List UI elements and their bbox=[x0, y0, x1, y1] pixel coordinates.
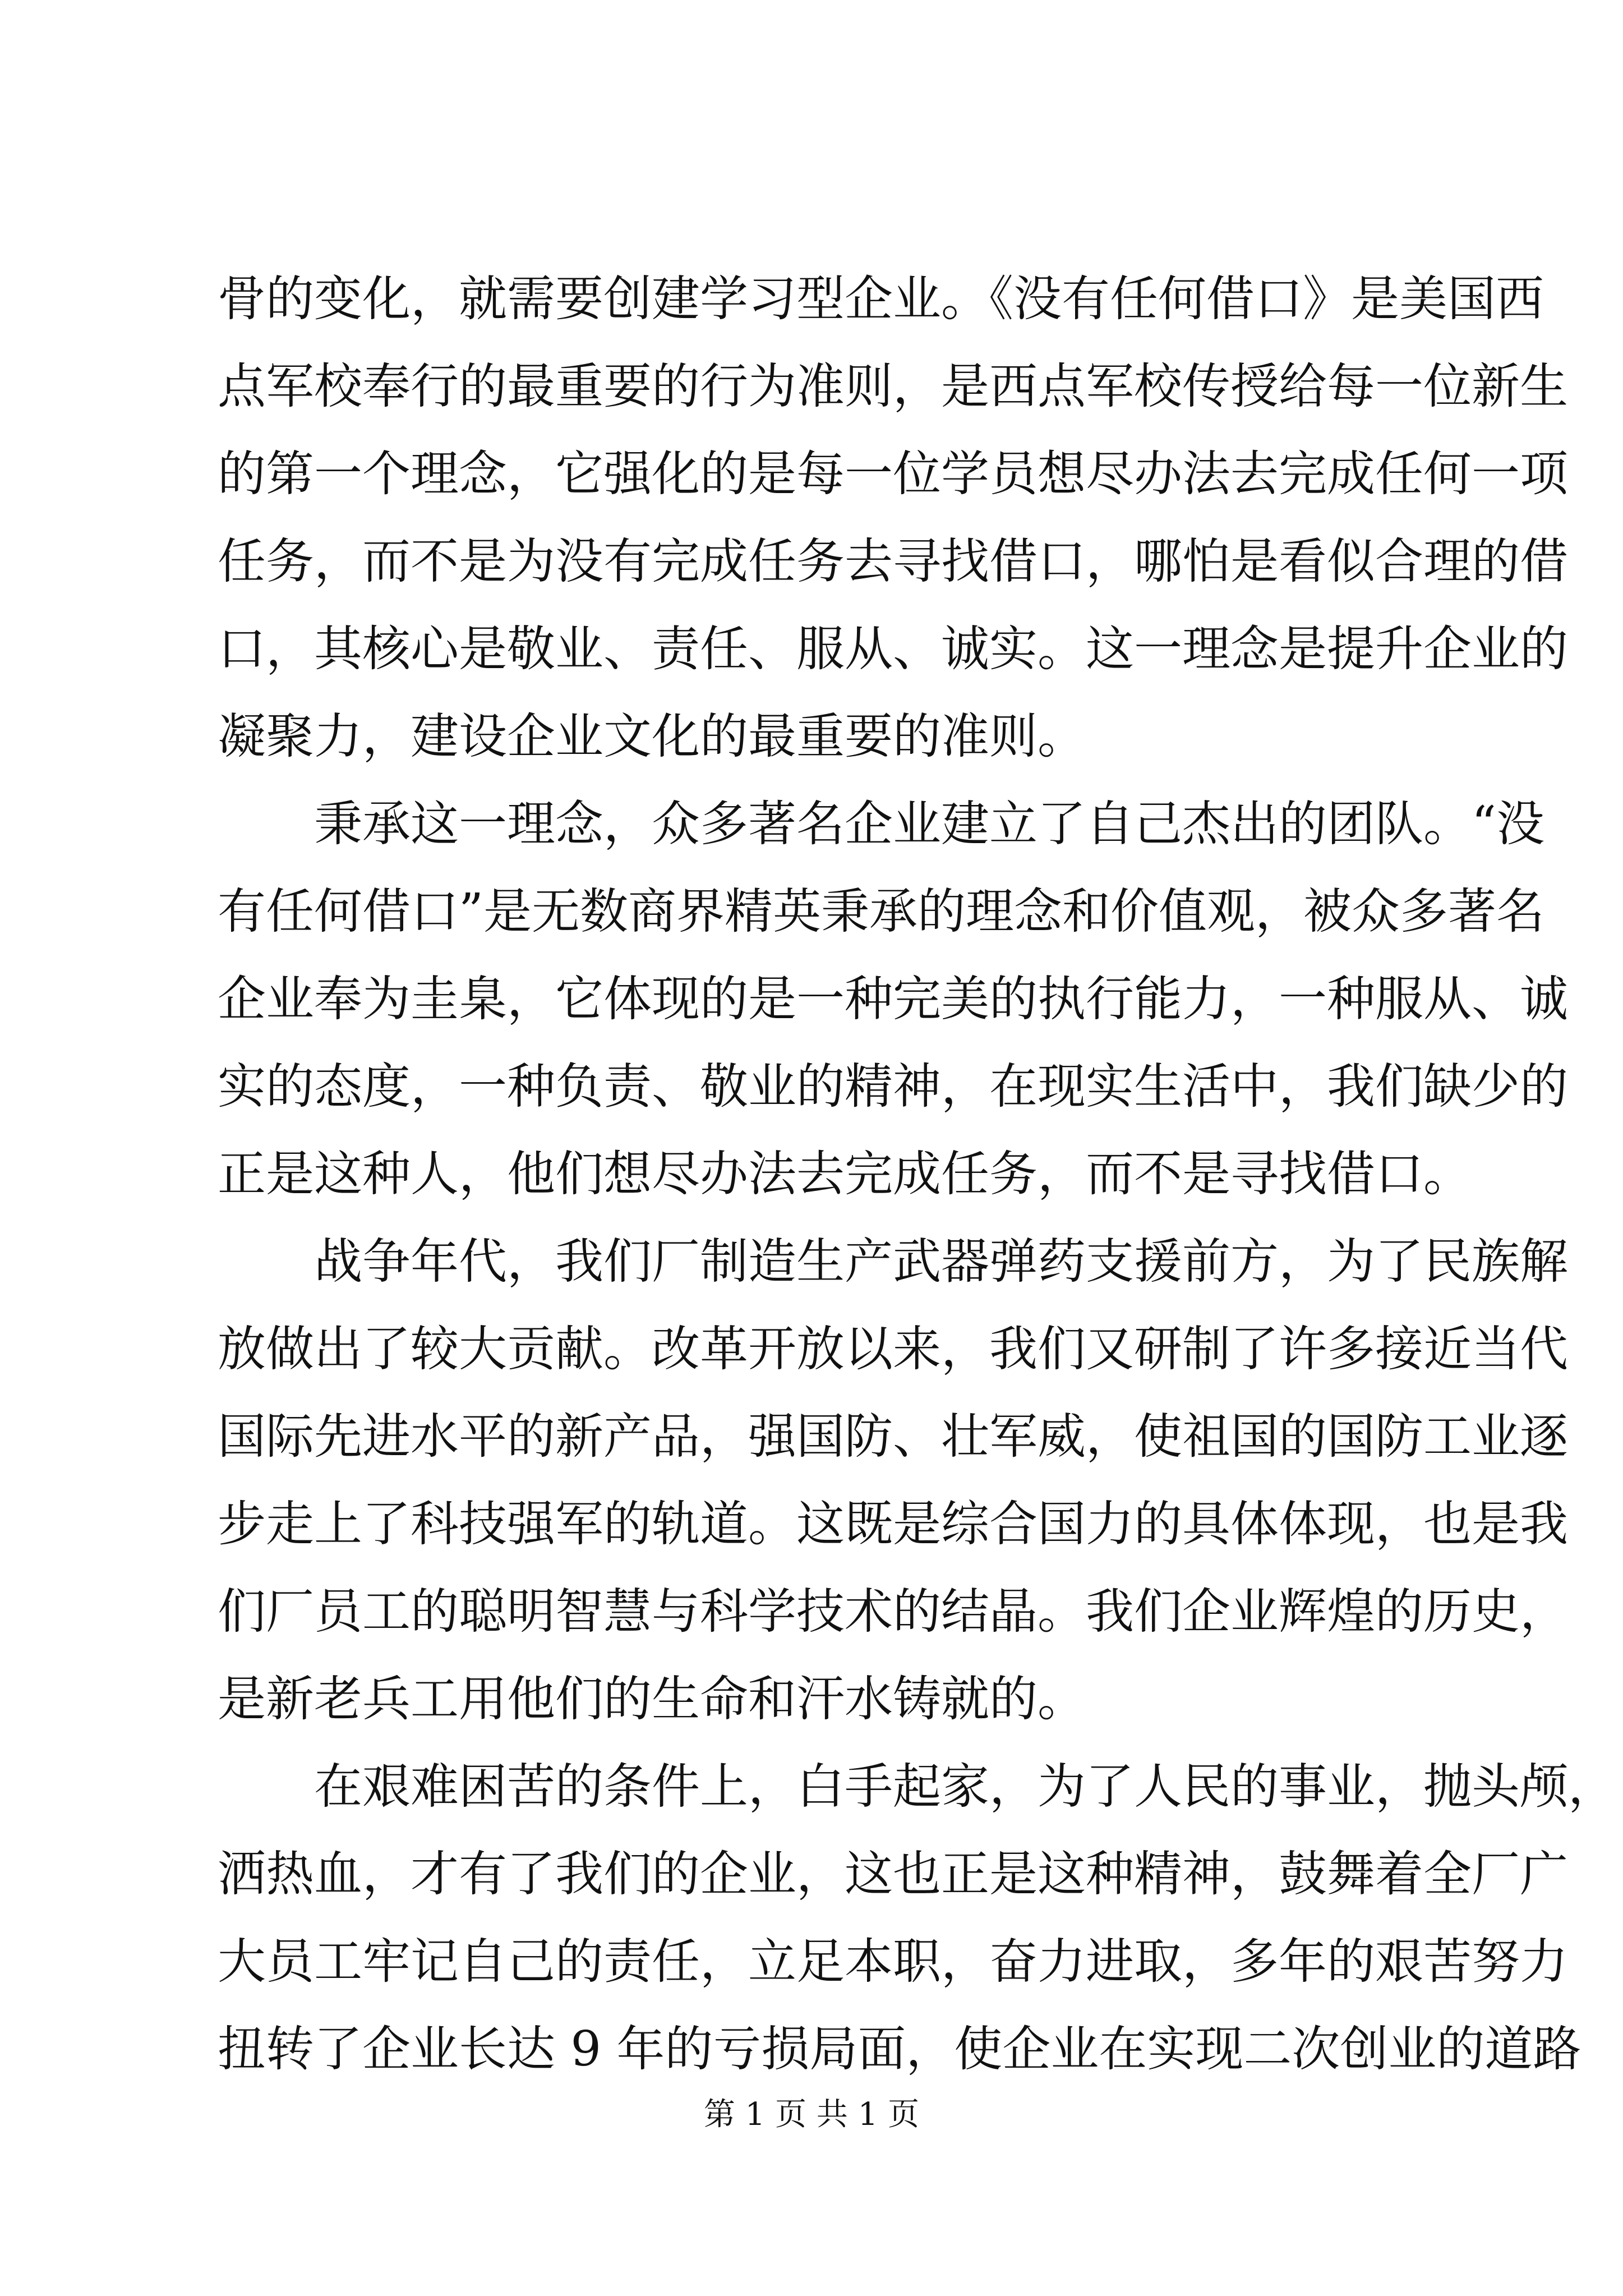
text-line: 在艰难困苦的条件上，白手起家，为了人民的事业，抛头颅， bbox=[314, 1759, 1616, 1815]
text-line: 国际先进水平的新产品，强国防、壮军威，使祖国的国防工业逐 bbox=[218, 1409, 1568, 1465]
text-line: 战争年代，我们厂制造生产武器弹药支援前方，为了民族解 bbox=[314, 1234, 1568, 1290]
text-line: 放做出了较大贡献。改革开放以来，我们又研制了许多接近当代 bbox=[218, 1321, 1568, 1377]
text-line: 有任何借口”是无数商界精英秉承的理念和价值观，被众多著名 bbox=[218, 884, 1544, 940]
text-line: 扭转了企业长达 9 年的亏损局面，使企业在实现二次创业的道路 bbox=[218, 2021, 1581, 2077]
page-number-footer: 第 1 页 共 1 页 bbox=[703, 2096, 920, 2133]
text-line: 点军校奉行的最重要的行为准则，是西点军校传授给每一位新生 bbox=[218, 358, 1568, 415]
text-line: 骨的变化，就需要创建学习型企业。《没有任何借口》是美国西 bbox=[218, 271, 1544, 327]
text-line: 口，其核心是敬业、责任、服从、诚实。这一理念是提升企业的 bbox=[218, 621, 1568, 677]
text-line: 是新老兵工用他们的生命和汗水铸就的。 bbox=[218, 1671, 1086, 1727]
text-line: 大员工牢记自己的责任，立足本职，奋力进取，多年的艰苦努力 bbox=[218, 1934, 1568, 1990]
text-line: 企业奉为圭臬，它体现的是一种完美的执行能力，一种服从、诚 bbox=[218, 971, 1568, 1027]
text-line: 任务，而不是为没有完成任务去寻找借口，哪怕是看似合理的借 bbox=[218, 533, 1568, 590]
text-line: 正是这种人，他们想尽办法去完成任务，而不是寻找借口。 bbox=[218, 1146, 1472, 1202]
text-line: 凝聚力，建设企业文化的最重要的准则。 bbox=[218, 708, 1086, 765]
body-text bbox=[218, 255, 1616, 2093]
text-line: 秉承这一理念，众多著名企业建立了自己杰出的团队。“没 bbox=[314, 796, 1544, 852]
text-line: 洒热血，才有了我们的企业，这也正是这种精神，鼓舞着全厂广 bbox=[218, 1846, 1568, 1902]
text-line: 们厂员工的聪明智慧与科学技术的结晶。我们企业辉煌的历史， bbox=[218, 1584, 1568, 1640]
text-line: 的第一个理念，它强化的是每一位学员想尽办法去完成任何一项 bbox=[218, 446, 1568, 502]
text-line: 实的态度，一种负责、敬业的精神，在现实生活中，我们缺少的 bbox=[218, 1059, 1568, 1115]
text-line: 步走上了科技强军的轨道。这既是综合国力的具体体现，也是我 bbox=[218, 1496, 1568, 1552]
